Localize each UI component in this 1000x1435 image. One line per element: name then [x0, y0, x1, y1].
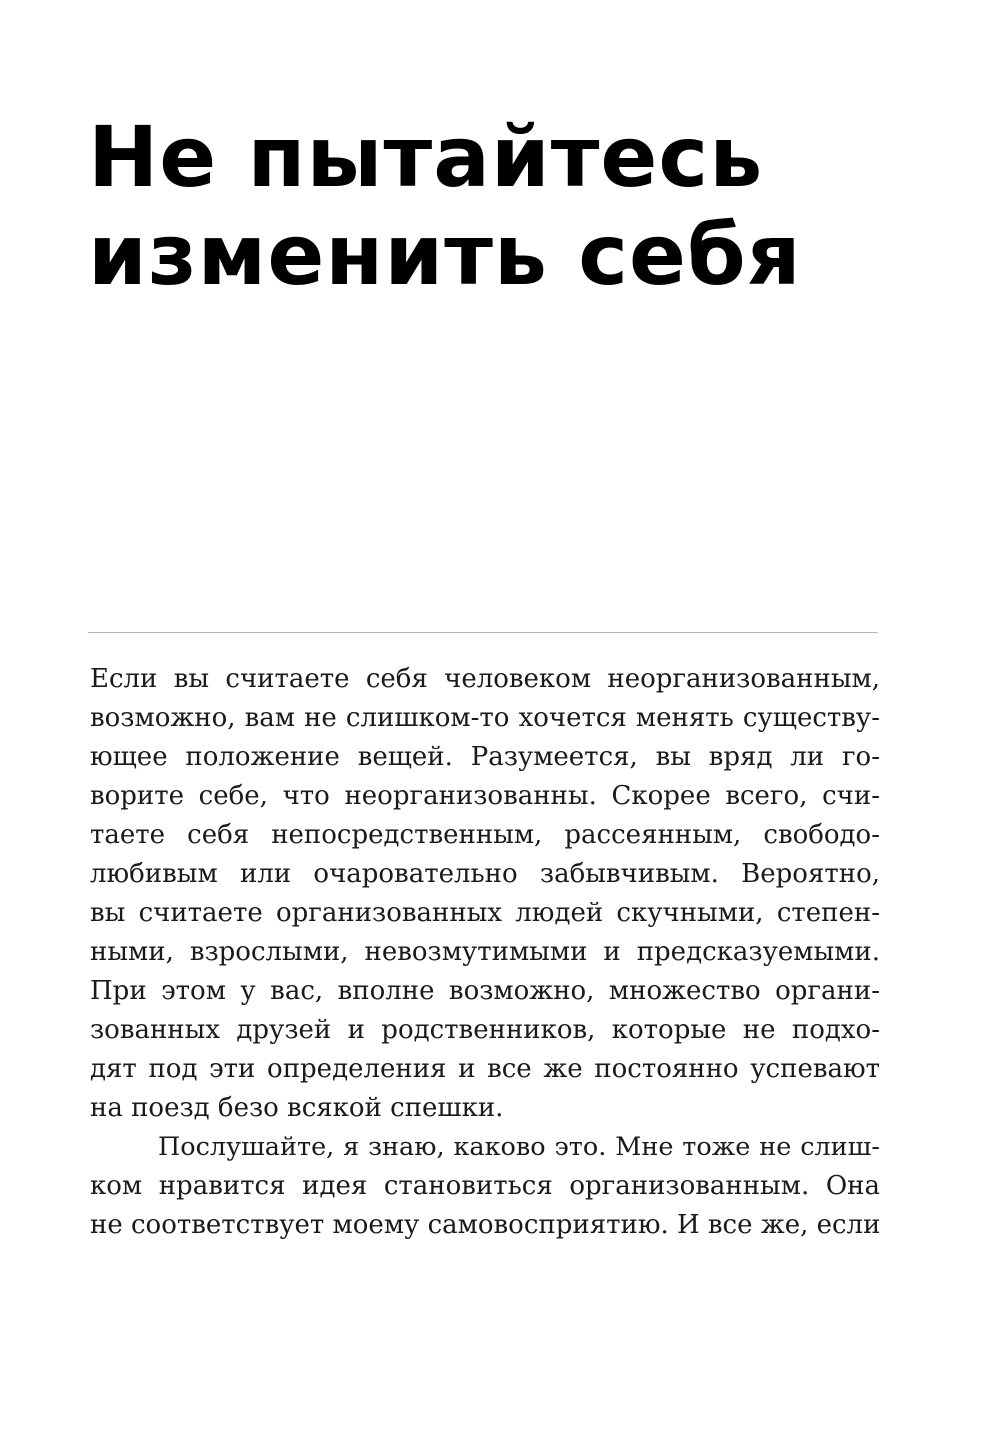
- text-line: любивым или очаровательно забывчивым. Вероятно,: [90, 859, 880, 889]
- text-line: Если вы считаете себя человеком неорганизованным,: [90, 664, 880, 694]
- text-line: При этом у вас, вполне возможно, множество органи-: [90, 976, 880, 1006]
- text-line: зованных друзей и родственников, которые не подхо-: [90, 1015, 880, 1045]
- text-line: Послушайте, я знаю, каково это. Мне тоже не слиш-: [158, 1132, 880, 1162]
- text-line: ющее положение вещей. Разумеется, вы вряд ли го-: [90, 742, 880, 772]
- text-line: таете себя непосредственным, рассеянным, свободо-: [90, 820, 880, 850]
- text-line: ными, взрослыми, невозмутимыми и предсказуемыми.: [90, 937, 880, 967]
- text-line: на поезд безо всякой спешки.: [90, 1093, 504, 1123]
- body-text: [90, 660, 880, 1245]
- text-line: вы считаете организованных людей скучными, степен-: [90, 898, 880, 928]
- section-divider: [88, 632, 878, 633]
- chapter-title-line: Не пытайтесь: [88, 108, 764, 206]
- text-line: ком нравится идея становиться организованным. Она: [90, 1171, 880, 1201]
- text-line: дят под эти определения и все же постоянно успевают: [90, 1054, 880, 1084]
- text-line: ворите себе, что неорганизованны. Скорее всего, счи-: [90, 781, 880, 811]
- chapter-title: [88, 108, 908, 304]
- chapter-title-line: изменить себя: [88, 206, 802, 304]
- text-line: не соответствует моему самовосприятию. И все же, если: [90, 1210, 881, 1240]
- text-line: возможно, вам не слишком-то хочется менять существу-: [90, 703, 880, 733]
